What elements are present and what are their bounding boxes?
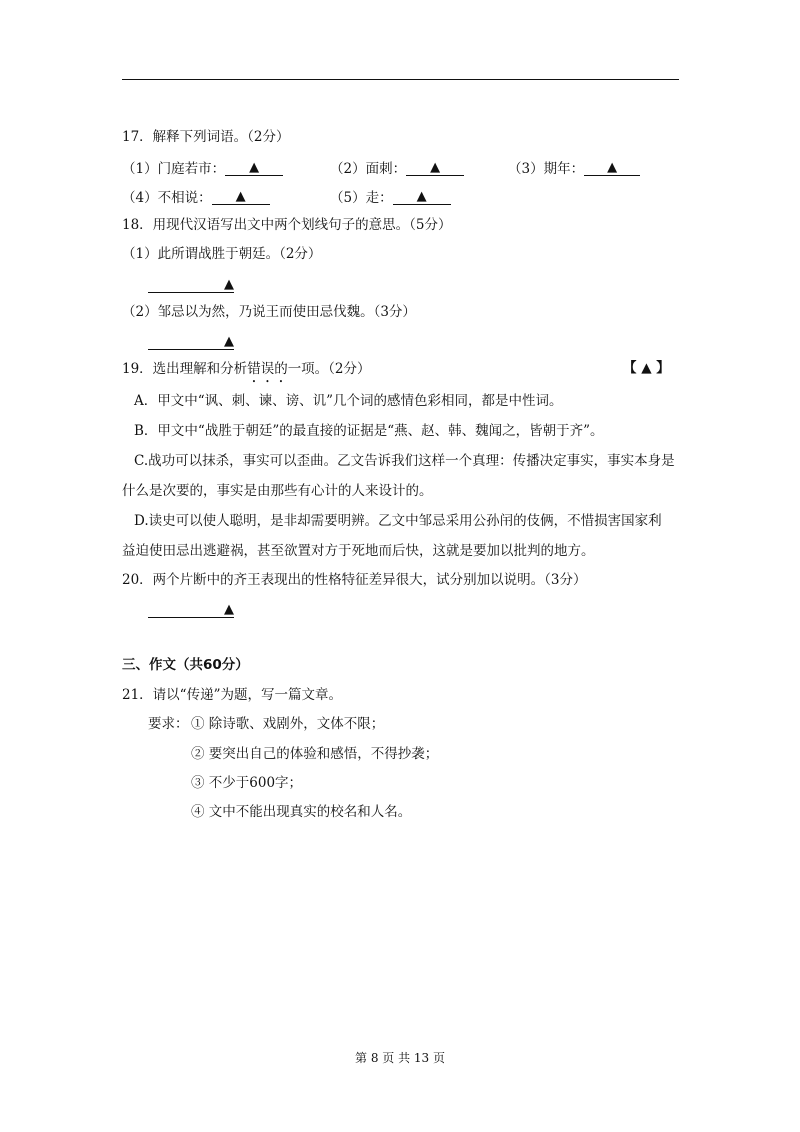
requirements-label: 要求： <box>148 716 189 732</box>
answer-triangle-icon: ▲ <box>224 602 234 617</box>
requirement-1: ① 除诗歌、戏剧外，文体不限； <box>191 716 385 732</box>
section-3-heading: 三、作文（共60分） <box>122 657 249 673</box>
answer-blank[interactable] <box>406 160 464 176</box>
q19-stem-text: 一项。（2分） <box>287 361 371 377</box>
q18-sub2: （2）邹忌以为然，乃说王而使田忌伐魏。（3分） <box>122 304 416 320</box>
answer-triangle-icon: ▲ <box>249 160 260 175</box>
q17-item-3-label: （3）期年： <box>508 161 585 177</box>
q19-stem-text: 19．选出理解和分析 <box>122 361 248 377</box>
q20-stem: 20．两个片断中的齐王表现出的性格特征差异很大，试分别加以说明。（3分） <box>122 572 587 588</box>
emphasis-char: 错 <box>247 361 261 377</box>
q18-sub1: （1）此所谓战胜于朝廷。（2分） <box>122 246 322 262</box>
answer-triangle-icon: ▲ <box>641 360 652 376</box>
page-footer: 第 8 页 共 13 页 <box>355 1051 445 1065</box>
q20-answer <box>148 602 234 619</box>
answer-triangle-icon: ▲ <box>235 189 246 204</box>
answer-blank[interactable] <box>584 160 640 176</box>
q19-option-a: A．甲文中“讽、刺、谏、谤、讥”几个词的感情色彩相同，都是中性词。 <box>134 393 563 409</box>
answer-line[interactable] <box>148 334 234 350</box>
answer-triangle-icon: ▲ <box>416 189 427 204</box>
q19-option-c-line1: C.战功可以抹杀，事实可以歪曲。乙文告诉我们这样一个真理：传播决定事实，事实本身是 <box>134 453 675 469</box>
q17-item-4 <box>122 189 270 206</box>
answer-triangle-icon: ▲ <box>224 334 234 349</box>
q17-item-5-label: （5）走： <box>330 190 393 206</box>
answer-line[interactable] <box>148 602 234 618</box>
bracket-open: 【 <box>623 360 637 376</box>
answer-triangle-icon: ▲ <box>224 277 234 292</box>
q17-item-3 <box>508 160 640 177</box>
q19-option-d-line1: D.读史可以使人聪明，是非却需要明辨。乙文中邹忌采用公孙闬的伎俩，不惜损害国家利 <box>134 513 662 529</box>
bracket-close: 】 <box>656 360 670 376</box>
requirement-3: ③ 不少于600字； <box>191 775 303 791</box>
q19-option-d-line2: 益迫使田忌出逃避祸，甚至欲置对方于死地而后快，这就是要加以批判的地方。 <box>122 543 595 559</box>
answer-triangle-icon: ▲ <box>430 160 441 175</box>
q17-item-2-label: （2）面刺： <box>330 161 407 177</box>
q19-answer-bracket[interactable] <box>623 362 670 376</box>
requirement-4: ④ 文中不能出现真实的校名和人名。 <box>191 804 412 820</box>
q17-item-1-label: （1）门庭若市： <box>122 161 226 177</box>
q17-item-5 <box>330 189 451 206</box>
q19-option-c-line2: 什么是次要的，事实是由那些有心计的人来设计的。 <box>122 483 433 499</box>
answer-blank[interactable] <box>393 189 451 205</box>
answer-triangle-icon: ▲ <box>607 160 618 175</box>
emphasis-char: 的 <box>274 361 288 377</box>
q19-stem <box>122 363 371 377</box>
answer-blank[interactable] <box>212 189 270 205</box>
q21-stem: 21．请以“传递”为题，写一篇文章。 <box>122 687 342 703</box>
q18-answer-1 <box>148 277 234 294</box>
answer-line[interactable] <box>148 277 234 293</box>
q18-answer-2 <box>148 334 234 351</box>
q18-stem: 18．用现代汉语写出文中两个划线句子的意思。（5分） <box>122 217 452 233</box>
answer-blank[interactable] <box>225 160 283 176</box>
header-rule <box>122 79 679 80</box>
q17-item-4-label: （4）不相说： <box>122 190 212 206</box>
emphasis-char: 误 <box>260 361 275 377</box>
q17-item-2 <box>330 160 464 177</box>
requirement-2: ② 要突出自己的体验和感悟，不得抄袭； <box>191 746 439 762</box>
q19-option-b: B．甲文中“战胜于朝廷”的最直接的证据是“燕、赵、韩、魏闻之，皆朝于齐”。 <box>134 423 604 439</box>
q17-stem: 17．解释下列词语。（2分） <box>122 129 290 145</box>
q17-item-1 <box>122 160 283 177</box>
